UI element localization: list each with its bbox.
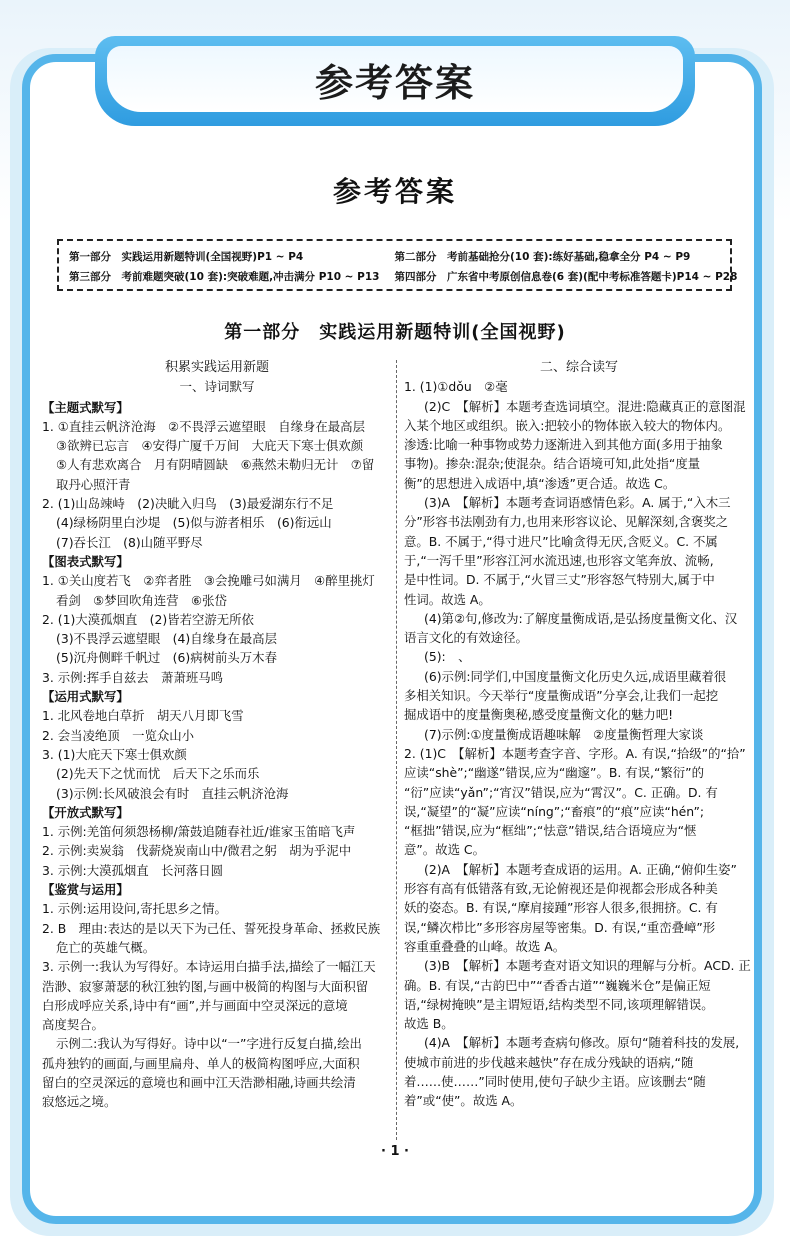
answer-line: 1. ①关山度若飞 ②弈者胜 ③会挽雕弓如满月 ④醉里挑灯 xyxy=(42,573,375,589)
answer-line: ③欲辨已忘言 ④安得广厦千万间 大庇天下寒士俱欢颜 xyxy=(56,438,364,454)
answer-line: 2. B 理由:表达的是以天下为己任、誓死投身革命、拯救民族 xyxy=(42,920,381,936)
answer-line: 性词。故选 A。 xyxy=(404,591,491,607)
banner-title: 参考答案 xyxy=(314,60,475,105)
answer-line: 事物)。掺杂:混杂;使混杂。结合语境可知,此处指“度量 xyxy=(404,456,701,472)
answer-line: 多相关知识。今天举行“度量衡成语”分享会,让我们一起挖 xyxy=(404,688,719,704)
answer-line: 误,“鳞次栉比”多形容房屋等密集。D. 有误,“重峦叠嶂”形 xyxy=(404,919,716,935)
answer-line: 1. 北风卷地白草折 胡天八月即飞雪 xyxy=(42,708,244,724)
answer-line: 3. 示例:挥手自兹去 萧萧班马鸣 xyxy=(42,669,224,685)
answer-line: 于,“一泻千里”形容江河水流迅速,也形容文笔奔放、流畅, xyxy=(404,552,714,568)
answer-line: (3)示例:长风破浪会有时 直挂云帆济沧海 xyxy=(56,785,289,801)
toc-entry-part-3: 第三部分 考前难题突破(10 套):突破难题,冲击满分 P10 ~ P13 xyxy=(69,271,380,283)
category-heading: 【运用式默写】 xyxy=(42,689,129,705)
answer-line: (3)B 【解析】本题考查对语文知识的理解与分析。ACD. 正 xyxy=(424,958,751,974)
answer-line: 容重重叠叠的山峰。故选 A。 xyxy=(404,938,566,954)
answer-line: 危亡的英雄气概。 xyxy=(56,939,156,955)
answer-line: ⑤人有悲欢离合 月有阴晴圆缺 ⑥燕然未勒归无计 ⑦留 xyxy=(56,457,375,473)
answer-line: (5): 、 xyxy=(424,649,471,665)
answer-line: 3. 示例:大漠孤烟直 长河落日圆 xyxy=(42,862,224,878)
left-answer-lines xyxy=(42,398,392,1112)
answer-line: 1. 示例:羌笛何须怨杨柳/箫鼓追随春社近/谁家玉笛暗飞声 xyxy=(42,824,356,840)
category-heading: 【开放式默写】 xyxy=(42,804,129,820)
answer-line: 2. (1)山岛竦峙 (2)决眦入归鸟 (3)最爱湖东行不足 xyxy=(42,496,334,512)
category-heading: 【主题式默写】 xyxy=(42,399,129,415)
answer-line: 形容有高有低错落有致,无论俯视还是仰视都会形成各种美 xyxy=(404,881,718,897)
answer-line: 看剑 ⑤梦回吹角连营 ⑥张岱 xyxy=(56,592,227,608)
answer-line: (4)绿杨阴里白沙堤 (5)似与游者相乐 (6)衔远山 xyxy=(56,515,332,531)
left-column xyxy=(42,358,392,1112)
answer-line: 1. (1)①dǒu ②毫 xyxy=(404,379,508,395)
answer-line: 2. 示例:卖炭翁 伐薪烧炭南山中/微君之躬 胡为乎泥中 xyxy=(42,843,352,859)
answer-line: 误,“凝望”的“凝”应读“níng”;“畜痕”的“痕”应读“hén”; xyxy=(404,803,705,819)
subsection-title: 一、诗词默写 xyxy=(179,379,255,395)
answer-line: 白形成呼应关系,诗中有“画”,并与画面中空灵深远的意境 xyxy=(42,997,348,1013)
answer-line: (5)沉舟侧畔千帆过 (6)病树前头万木春 xyxy=(56,650,277,666)
toc-row xyxy=(69,247,720,267)
answer-line: 1. 示例:运用设问,寄托思乡之情。 xyxy=(42,901,227,917)
answer-line: 留白的空灵深远的意境也和画中江天浩渺相融,诗画共绘清 xyxy=(42,1074,356,1090)
answer-line: 2. (1)C 【解析】本题考查字音、字形。A. 有误,“拾级”的“拾” xyxy=(404,745,746,761)
answer-line: 意”。故选 C。 xyxy=(404,842,485,858)
answer-line: (2)先天下之忧而忧 后天下之乐而乐 xyxy=(56,766,260,782)
answer-line: (2)C 【解析】本题考查选词填空。混进:隐藏真正的意图混 xyxy=(424,398,746,414)
page-number: · 1 · xyxy=(381,1144,409,1159)
answer-line: 示例二:我认为写得好。诗中以“一”字进行反复白描,绘出 xyxy=(56,1036,362,1052)
answer-line: 浩渺、寂寥萧瑟的秋江独钓图,与画中极简的构图与大面积留 xyxy=(42,978,369,994)
category-heading: 【鉴赏与运用】 xyxy=(42,882,129,898)
section-title: 积累实践运用新题 xyxy=(164,360,269,375)
answer-line: (7)示例:①度量衡成语趣味解 ②度量衡哲理大家谈 xyxy=(424,726,704,742)
answer-line: 妖的姿态。B. 有误,“摩肩接踵”形容人很多,很拥挤。C. 有 xyxy=(404,900,718,916)
answer-line: “衍”应读“yǎn”;“宵汉”错误,应为“霄汉”。C. 正确。D. 有 xyxy=(404,784,718,800)
section-title: 二、综合读写 xyxy=(539,360,618,375)
answer-line: 分”形容书法刚劲有力,也用来形容议论、见解深刻,含褒奖之 xyxy=(404,514,729,530)
answer-line: 1. ①直挂云帆济沧海 ②不畏浮云遮望眼 自缘身在最高层 xyxy=(42,418,365,434)
answer-line: 2. (1)大漠孤烟直 (2)皆若空游无所依 xyxy=(42,611,254,627)
answer-line: 衡”的思想进入成语中,填“渗透”更合适。故选 C。 xyxy=(404,475,676,491)
toc-row xyxy=(69,267,738,287)
header-banner-inner xyxy=(107,46,683,112)
answer-line: 掘成语中的度量衡奥秘,感受度量衡文化的魅力吧! xyxy=(404,707,674,723)
answer-line: 高度契合。 xyxy=(42,1017,104,1033)
answer-line: 取丹心照汗青 xyxy=(56,476,131,492)
answer-line: 寂悠远之境。 xyxy=(42,1094,117,1110)
answer-line: 故选 B。 xyxy=(404,1016,454,1032)
answer-line: 是中性词。D. 不属于,“火冒三丈”形容怒气特别大,属于中 xyxy=(404,572,715,588)
toc-entry-part-2: 第二部分 考前基础抢分(10 套):练好基础,稳拿全分 P4 ~ P9 xyxy=(394,251,691,263)
answer-line: 确。B. 有误,“古韵巴中”“香香古道”“巍巍米仓”是偏正短 xyxy=(404,977,711,993)
answer-line: 3. 示例一:我认为写得好。本诗运用白描手法,描绘了一幅江天 xyxy=(42,959,376,975)
answer-line: 渗透:比喻一种事物或势力逐渐进入到其他方面(多用于抽象 xyxy=(404,437,723,453)
column-divider xyxy=(396,360,397,1140)
main-title: 参考答案 xyxy=(332,175,457,208)
answer-line: 入某个地区或组织。嵌入:把较小的物体嵌入较大的物体内。 xyxy=(404,417,731,433)
part-title: 第一部分 实践运用新题特训(全国视野) xyxy=(224,322,566,343)
table-of-contents xyxy=(57,239,738,291)
answer-line: 使城市前进的步伐越来越快”存在成分残缺的语病,“随 xyxy=(404,1054,694,1070)
right-column xyxy=(404,358,754,1111)
answer-line: (4)A 【解析】本题考查病句修改。原句“随着科技的发展, xyxy=(424,1035,740,1051)
toc-entry-part-1: 第一部分 实践运用新题特训(全国视野)P1 ~ P4 xyxy=(69,251,304,263)
answer-line: (3)不畏浮云遮望眼 (4)自缘身在最高层 xyxy=(56,631,277,647)
toc-entry-part-4: 第四部分 广东省中考原创信息卷(6 套)(配中考标准答题卡)P14 ~ P28 xyxy=(394,271,738,283)
answer-line: (4)第②句,修改为:了解度量衡成语,是弘扬度量衡文化、汉 xyxy=(424,610,738,626)
answer-line: 2. 会当凌绝顶 一览众山小 xyxy=(42,727,195,743)
answer-line: (7)吞长江 (8)山随平野尽 xyxy=(56,534,203,550)
answer-line: 3. (1)大庇天下寒士俱欢颜 xyxy=(42,746,187,762)
right-answer-lines xyxy=(404,377,754,1110)
answer-line: 语,“绿树掩映”是主谓短语,结构类型不同,该项理解错误。 xyxy=(404,996,714,1012)
answer-line: 孤舟独钓的画面,与画里扁舟、单人的极简构图呼应,大面积 xyxy=(42,1055,360,1071)
answer-line: 着……使……”同时使用,使句子缺少主语。应该删去“随 xyxy=(404,1073,706,1089)
answer-line: “框拙”错误,应为“框绌”;“怯意”错误,结合语境应为“惬 xyxy=(404,823,697,839)
header-banner xyxy=(95,36,695,126)
answer-line: 意。B. 不属于,“得寸进尺”比喻贪得无厌,含贬义。C. 不属 xyxy=(404,533,718,549)
answer-line: 着”或“使”。故选 A。 xyxy=(404,1093,523,1109)
category-heading: 【图表式默写】 xyxy=(42,553,129,569)
answer-line: (3)A 【解析】本题考查词语感情色彩。A. 属于,“入木三 xyxy=(424,495,731,511)
answer-line: 应读“shè”;“幽遂”错误,应为“幽邃”。B. 有误,“繁衍”的 xyxy=(404,765,704,781)
answer-line: (6)示例:同学们,中国度量衡文化历史久远,成语里藏着很 xyxy=(424,668,727,684)
answer-line: 语言文化的有效途径。 xyxy=(404,630,528,646)
answer-line: (2)A 【解析】本题考查成语的运用。A. 正确,“俯仰生姿” xyxy=(424,861,737,877)
